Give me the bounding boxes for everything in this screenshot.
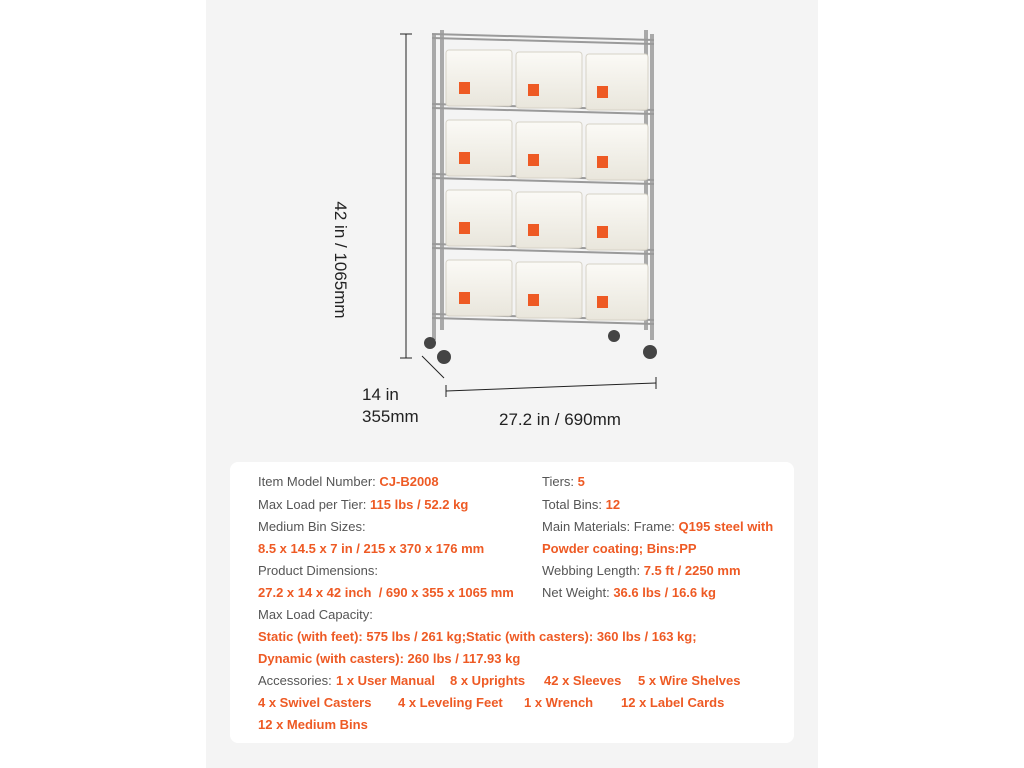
spec-capacity-value-1: Static (with feet): 575 lbs / 261 kg;Static (with casters): 360 lbs / 163 kg; [258,629,697,644]
spec-webbing-value: 7.5 ft / 2250 mm [643,563,741,578]
product-panel [206,0,818,768]
accessory-item: 1 x Wrench [524,695,594,710]
spec-model [258,474,439,490]
spec-webbing [542,563,741,579]
accessory-item: 8 x Uprights [450,673,526,688]
spec-product-dims-label: Product Dimensions: [258,563,378,578]
specs-card [230,462,794,743]
spec-max-load-capacity [258,607,373,623]
height-dimension-label: 42 in / 1065mm [331,201,350,319]
spec-net-weight-label: Net Weight: [542,585,610,600]
spec-net-weight-value: 36.6 lbs / 16.6 kg [613,585,716,600]
height-dimension-line [400,34,412,358]
spec-bin-sizes-label: Medium Bin Sizes: [258,519,366,534]
spec-tiers-value: 5 [577,474,585,489]
spec-bin-sizes-value-row [258,541,484,557]
spec-product-dims-value: 27.2 x 14 x 42 inch / 690 x 355 x 1065 mm [258,585,514,600]
spec-bin-sizes-value: 8.5 x 14.5 x 7 in / 215 x 370 x 176 mm [258,541,485,556]
spec-materials [542,519,773,535]
depth-dimension-label [362,384,419,428]
spec-capacity-line-1 [258,629,697,645]
spec-materials-value-2: Powder coating; Bins:PP [542,541,697,556]
spec-total-bins [542,497,620,513]
spec-accessories-label-row [258,673,332,689]
accessory-item: 12 x Medium Bins [258,717,368,732]
depth-dimension-metric: 355mm [362,407,419,426]
spec-max-load-tier-value: 115 lbs / 52.2 kg [370,497,469,512]
spec-model-value: CJ-B2008 [379,474,439,489]
width-dimension-label: 27.2 in / 690mm [499,410,621,429]
spec-accessories-label: Accessories: [258,673,332,688]
spec-max-load-tier-label: Max Load per Tier: [258,497,367,512]
shelf-illustration [206,0,818,450]
accessory-item: 12 x Label Cards [621,695,725,710]
accessory-item: 4 x Leveling Feet [398,695,503,710]
spec-capacity-value-2: Dynamic (with casters): 260 lbs / 117.93 kg [258,651,521,666]
accessory-item: 5 x Wire Shelves [638,673,741,688]
spec-bin-sizes [258,519,366,535]
accessory-item: 1 x User Manual [336,673,435,688]
spec-product-dims [258,563,378,579]
spec-total-bins-label: Total Bins: [542,497,602,512]
spec-product-dims-value-row [258,585,514,601]
spec-materials-value-1: Q195 steel with [678,519,774,534]
accessory-item: 42 x Sleeves [544,673,622,688]
spec-net-weight [542,585,716,601]
spec-webbing-label: Webbing Length: [542,563,641,578]
spec-materials-label: Main Materials: Frame: [542,519,675,534]
spec-total-bins-value: 12 [605,497,621,512]
spec-materials-row-2 [542,541,697,557]
product-figure [206,0,818,450]
casters [424,330,657,364]
spec-capacity-line-2 [258,651,520,667]
spec-model-label: Item Model Number: [258,474,376,489]
accessory-item: 4 x Swivel Casters [258,695,372,710]
spec-max-load-capacity-label: Max Load Capacity: [258,607,373,622]
spec-max-load-tier [258,497,468,513]
spec-tiers [542,474,585,490]
depth-dimension-imperial: 14 in [362,385,399,404]
spec-tiers-label: Tiers: [542,474,575,489]
storage-bins [446,50,648,320]
width-dimension-line [446,377,656,397]
